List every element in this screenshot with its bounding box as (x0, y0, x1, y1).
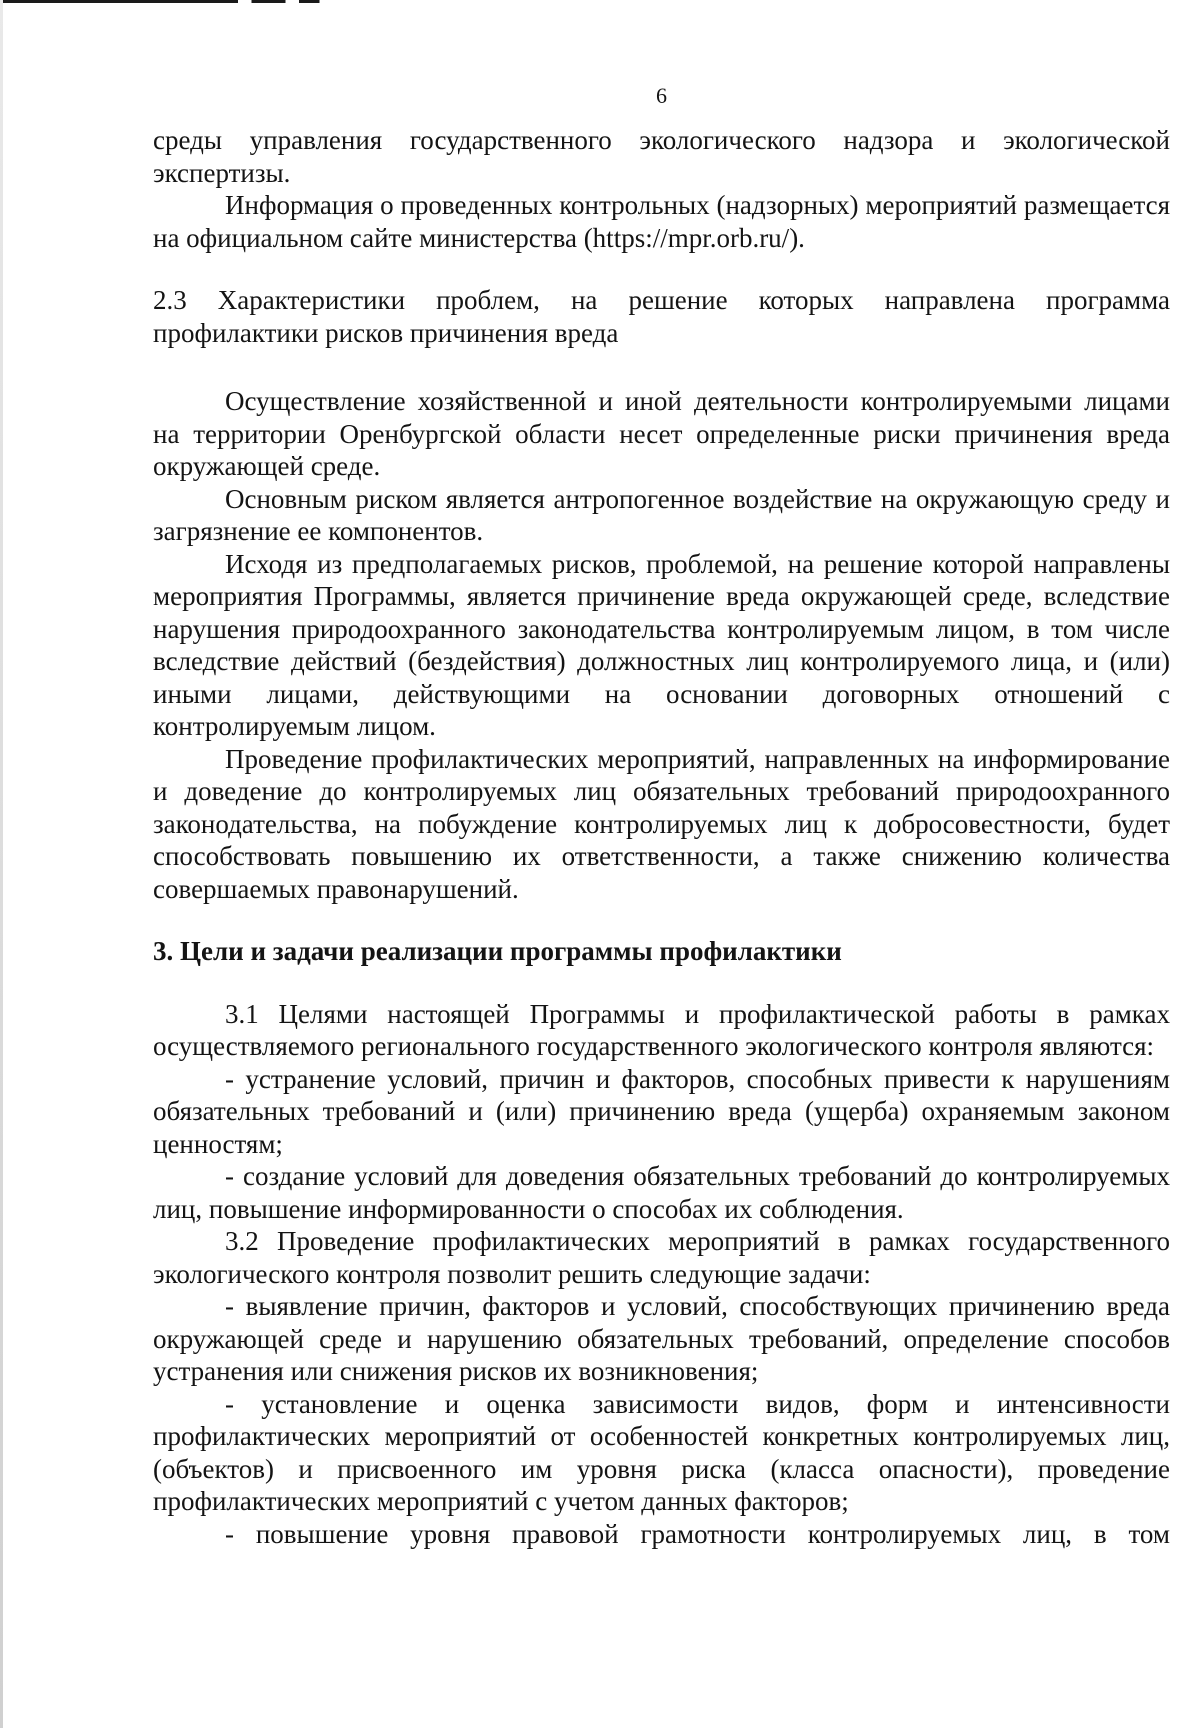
spacer (153, 254, 1170, 284)
paragraph: среды управления государственного экологического надзора и экологической экспертизы. (153, 125, 1170, 188)
document-body (153, 124, 1170, 1550)
document-page (153, 0, 1170, 1728)
spacer (153, 905, 1170, 935)
paragraph: - создание условий для доведения обязательных требований до контролируемых лиц, повышение информированности о способах их соблюдения. (153, 1161, 1170, 1224)
paragraph: - повышение уровня правовой грамотности контролируемых лиц, в том (225, 1518, 1170, 1549)
section-heading: 3. Цели и задачи реализации программы профилактики (153, 936, 842, 966)
paragraph: 3.2 Проведение профилактических мероприятий в рамках государственного экологического контроля позволит решить следующие задачи: (153, 1226, 1170, 1289)
paragraph: - установление и оценка зависимости видов, форм и интенсивности профилактических мероприятий от особенностей конкретных контролируемых лиц, (объектов) и присвоенного им уровня риска (класса опасности), проведение профилактических мероприятий с учетом данных факторов; (153, 1388, 1170, 1516)
paragraph: Информация о проведенных контрольных (надзорных) мероприятий размещается на официальном сайте министерства (https://mpr.orb.ru/). (153, 190, 1170, 253)
spacer (153, 349, 1170, 385)
subsection-heading: 2.3 Характеристики проблем, на решение которых направлена программа профилактики рисков причинения вреда (153, 285, 1170, 348)
paragraph: - устранение условий, причин и факторов, способных привести к нарушениям обязательных требований и (или) причинению вреда (ущерба) охраняемым законом ценностям; (153, 1063, 1170, 1159)
paragraph: Осуществление хозяйственной и иной деятельности контролируемыми лицами на территории Оренбургской области несет определенные риски причинения вреда окружающей среде. (153, 386, 1170, 481)
spacer (153, 968, 1170, 998)
scan-edge-left (0, 0, 3, 1728)
page-number: 6 (656, 83, 667, 108)
paragraph: Исходя из предполагаемых рисков, проблемой, на решение которой направлены мероприятия Программы, является причинение вреда окружающей среде, вследствие нарушения природоохранного законодательства контролируемым лицом, в том числе вследствие действий (бездействия) должностных лиц контролируемого лица, и (или) иными лицами, действующими на основании договорных отношений с контролируемым лицом. (153, 548, 1170, 741)
paragraph: Проведение профилактических мероприятий, направленных на информирование и доведение до контролируемых лиц обязательных требований природоохранного законодательства, на побуждение контролируемых лиц к добросовестности, будет способствовать повышению их ответственности, а также снижению количества совершаемых правонарушений. (153, 743, 1170, 904)
paragraph: 3.1 Целями настоящей Программы и профилактической работы в рамках осуществляемого регионального государственного экологического контроля являются: (153, 998, 1170, 1061)
paragraph: - выявление причин, факторов и условий, способствующих причинению вреда окружающей среде и нарушению обязательных требований, определение способов устранения или снижения рисков их возникновения; (153, 1291, 1170, 1386)
paragraph: Основным риском является антропогенное воздействие на окружающую среду и загрязнение ее компонентов. (153, 483, 1170, 546)
